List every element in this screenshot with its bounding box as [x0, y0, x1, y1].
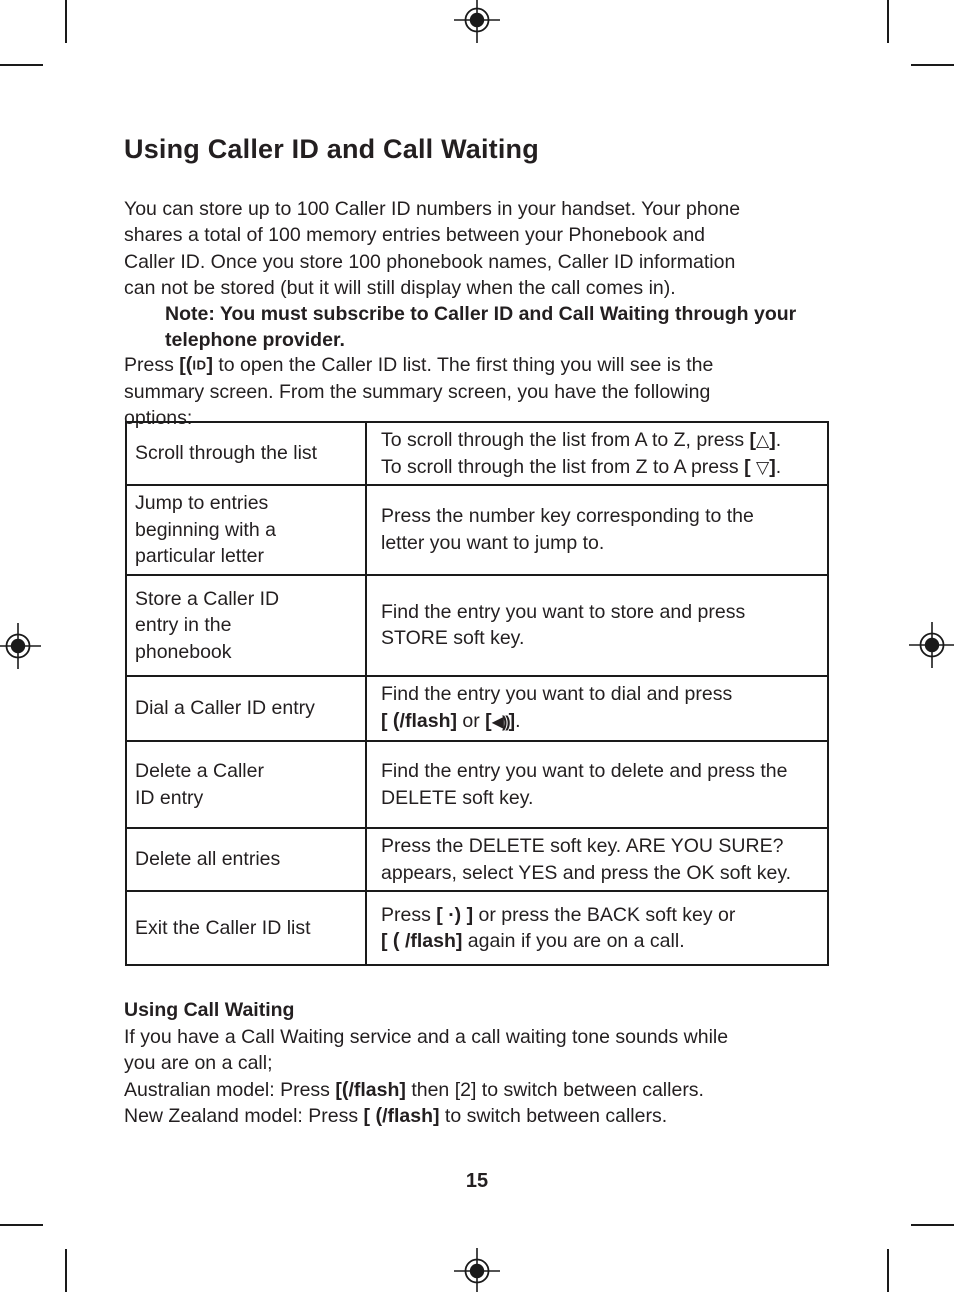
- call-waiting-body: If you have a Call Waiting service and a call waiting tone sounds while you are on a call; Australian model: Press [(/flash] then [2] to switch between callers. New Zealand model: Press [ (/flash] to switch between callers.: [124, 1025, 729, 1128]
- table-row: [126, 891, 828, 965]
- option-label: Delete a Caller ID entry: [126, 741, 366, 828]
- phone-flash-key-icon: (: [392, 930, 400, 953]
- crop-mark: [0, 1224, 43, 1226]
- intro-paragraph: You can store up to 100 Caller ID numbers in your handset. Your phone shares a total of 100 memory entries between your Phonebook and Caller ID. Once you store 100 phonebook names, Caller ID information can not be stored (but it will still display when the call comes in).: [124, 197, 741, 300]
- table-row: [126, 485, 828, 575]
- up-arrow-key-icon: △: [755, 430, 770, 450]
- page-number: 15: [465, 1170, 489, 1192]
- note-paragraph: Note: You must subscribe to Caller ID and Call Waiting through your telephone provider.: [165, 302, 797, 352]
- registration-mark-icon: [908, 621, 954, 669]
- down-arrow-key-icon: ▽: [756, 456, 770, 477]
- option-description: Find the entry you want to delete and press the DELETE soft key.: [366, 741, 828, 828]
- caller-id-options-table: [125, 421, 829, 966]
- page-title: Using Caller ID and Call Waiting: [124, 134, 539, 165]
- press-instructions: Press [(ID] to open the Caller ID list. The first thing you will see is the summary screen. From the summary screen, you have the following options:: [124, 353, 714, 430]
- option-description: To scroll through the list from A to Z, press [△]. To scroll through the list from Z to A press [ ▽].: [366, 422, 828, 485]
- crop-mark: [911, 1224, 954, 1226]
- option-label: Dial a Caller ID entry: [126, 676, 366, 741]
- table-row: [126, 422, 828, 485]
- table-row: [126, 676, 828, 741]
- phone-flash-key-icon: (: [392, 709, 400, 732]
- option-description: Find the entry you want to dial and press [ (/flash] or [◀))].: [366, 676, 828, 741]
- crop-mark: [0, 64, 43, 66]
- option-label: Jump to entries beginning with a particular letter: [126, 485, 366, 575]
- option-label: Store a Caller ID entry in the phonebook: [126, 575, 366, 676]
- option-description: Press the number key corresponding to the letter you want to jump to.: [366, 485, 828, 575]
- speaker-key-icon: ◀)): [491, 713, 509, 731]
- table-row: [126, 828, 828, 891]
- call-waiting-heading: Using Call Waiting: [124, 999, 295, 1021]
- option-description: Press [ ·) ] or press the BACK soft key or [ ( /flash] again if you are on a call.: [366, 891, 828, 965]
- crop-mark: [65, 0, 67, 43]
- crop-mark: [887, 0, 889, 43]
- crop-mark: [911, 64, 954, 66]
- phone-flash-key-icon: (: [375, 1105, 383, 1128]
- option-description: Find the entry you want to store and press STORE soft key.: [366, 575, 828, 676]
- option-label: Exit the Caller ID list: [126, 891, 366, 965]
- registration-mark-icon: [453, 1247, 501, 1292]
- call-waiting-section: [124, 997, 728, 1130]
- registration-mark-icon: [453, 0, 501, 44]
- caller-id-key-icon: (: [185, 353, 193, 376]
- table-row: [126, 575, 828, 676]
- end-call-key-icon: ·): [448, 903, 462, 926]
- option-description: Press the DELETE soft key. ARE YOU SURE? appears, select YES and press the OK soft key.: [366, 828, 828, 891]
- phone-flash-key-icon: (: [341, 1078, 349, 1101]
- registration-mark-icon: [0, 622, 42, 670]
- crop-mark: [887, 1249, 889, 1292]
- option-label: Delete all entries: [126, 828, 366, 891]
- option-label: Scroll through the list: [126, 422, 366, 485]
- table-row: [126, 741, 828, 828]
- crop-mark: [65, 1249, 67, 1292]
